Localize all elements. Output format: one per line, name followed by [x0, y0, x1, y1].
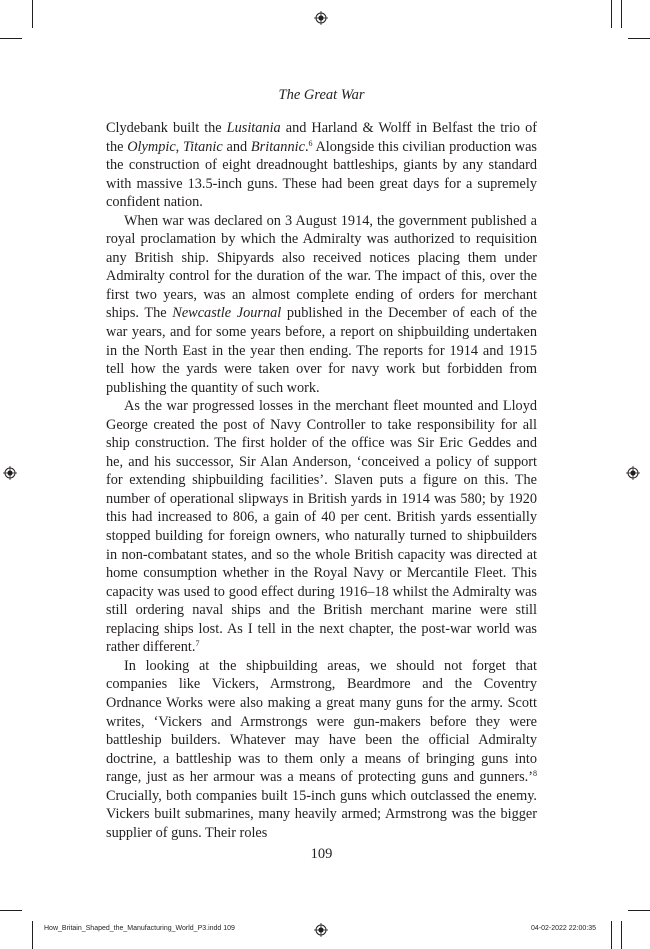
crop-mark-bottom-left-horizontal — [0, 910, 22, 911]
italic-title: Lusitania — [226, 120, 281, 136]
registration-target-icon — [314, 923, 328, 937]
registration-target-icon — [314, 11, 328, 25]
text-run: and Harland & Wolff in Belfast the trio of the — [106, 120, 537, 155]
crop-mark-top-right-horizontal — [628, 38, 650, 39]
crop-mark-top-right-vertical — [611, 0, 612, 28]
registration-target-icon — [3, 466, 17, 480]
footnote-reference: 7 — [195, 639, 200, 649]
text-run: When war was declared on 3 August 1914, the government published a royal proclamation by which the Admiralty was authorized to requisition any British ship. Shipyards also received notices placing them under Admiralty control for the duration of the war. The impact of this, over the first two years, was an almost complete ending of orders for merchant ships. The — [106, 212, 537, 322]
text-run: published in the December of each of the war years, and for some years before, a report on shipbuilding undertaken in the North East in the year then ending. The reports for 1914 and 1915 tell how the yards were taken over for navy work but forbidden from publishing the quantity of such work. — [106, 305, 537, 396]
text-run: Alongside this civilian production was the construction of eight dreadnought battleships, giants by any standard with massive 13.5-inch guns. These had been great days for a supremely confident nation. — [106, 138, 537, 211]
italic-title: Titanic — [183, 138, 223, 155]
footnote-reference: 8 — [533, 769, 537, 779]
body-paragraph — [106, 397, 537, 657]
footnote-reference: 6 — [308, 138, 313, 148]
page-number: 109 — [310, 846, 333, 862]
crop-mark-bottom-left-vertical — [32, 921, 33, 949]
italic-title: Newcastle Journal — [172, 305, 282, 322]
italic-title: Olympic — [127, 138, 176, 155]
text-run: In looking at the shipbuilding areas, we should not forget that companies like Vickers, Armstrong, Beardmore and the Coventry Ordnance Works were also making a great many guns for the army. Scott writes, ‘Vickers and Armstrongs were gun-makers before they were battleship builders. Whatever may have been the official Admiralty doctrine, a battleship was to them only a means of bringing guns into range, just as her armour was a means of protecting guns and gunners.’ — [106, 657, 537, 786]
text-run: Crucially, both companies built 15-inch guns which outclassed the enemy. Vickers built submarines, many heavily armed; Armstrong was the bigger supplier of guns. Their roles — [106, 787, 537, 841]
crop-mark-bottom-right-vertical — [611, 921, 612, 949]
crop-mark-top-left-vertical — [32, 0, 33, 28]
text-run: . — [304, 138, 309, 155]
registration-target-icon — [626, 466, 640, 480]
crop-mark-top-right-vertical-2 — [621, 0, 622, 28]
slug-file-name: How_Britain_Shaped_the_Manufacturing_World_P3.indd 109 — [44, 925, 235, 932]
body-text — [106, 119, 537, 842]
body-paragraph — [106, 657, 537, 842]
text-run: , — [175, 138, 184, 155]
body-paragraph — [106, 212, 537, 397]
text-run: As the war progressed losses in the merchant fleet mounted and Lloyd George created the post of Navy Controller to take responsibility for all ship construction. The first holder of the office was Sir Eric Geddes and he, and his successor, Sir Alan Anderson, ‘conceived a policy of support for extending shipbuilding facilities’. Slaven puts a figure on this. The number of operational slipways in British yards in 1914 was 580; by 1920 this had increased to 806, a gain of 40 per cent. British yards essentially stopped building for foreign owners, who naturally turned to shipbuilders in non-combatant states, and so the whole British capacity was directed at home consumption whether in the Royal Navy or Mercantile Fleet. This capacity was used to good effect during 1916–18 whilst the Admiralty was still ordering naval ships and the British merchant marine were still replacing ships lost. As I tell in the next chapter, the post-war world was rather different. — [106, 398, 537, 656]
italic-title: Britannic — [250, 138, 305, 155]
crop-mark-top-left-horizontal — [0, 38, 22, 39]
body-paragraph — [106, 119, 537, 212]
crop-mark-bottom-right-horizontal — [628, 910, 650, 911]
running-head: The Great War — [278, 87, 365, 103]
text-run: and — [222, 138, 251, 155]
text-run: Clydebank built the — [106, 120, 227, 136]
crop-mark-bottom-right-vertical-2 — [621, 921, 622, 949]
slug-datetime: 04-02-2022 22:00:35 — [531, 925, 596, 932]
